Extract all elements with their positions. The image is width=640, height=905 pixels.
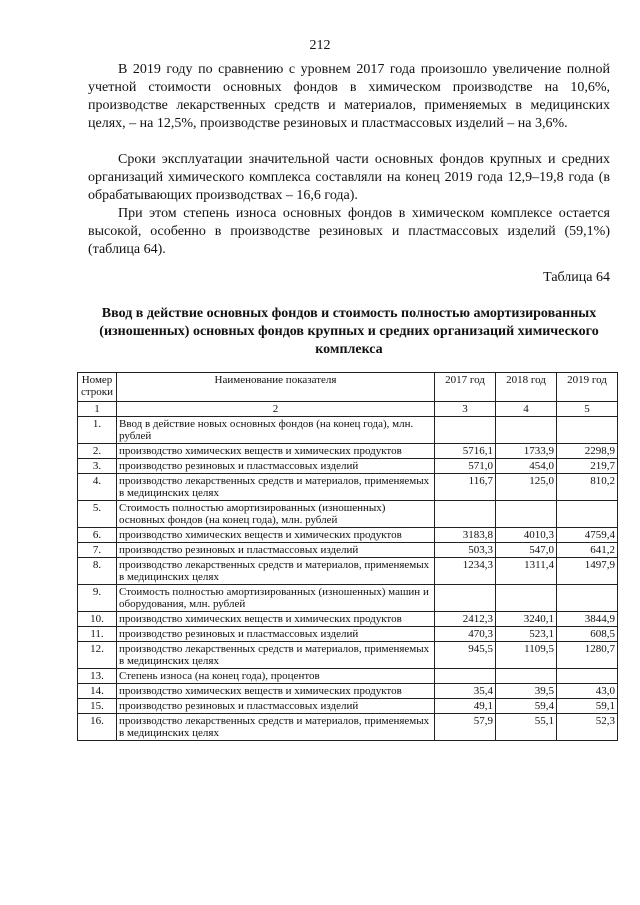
- row-number-cell: 16.: [78, 714, 117, 741]
- indicator-name-cell: производство лекарственных средств и материалов, применяемых в медицинских целях: [117, 714, 435, 741]
- table-row: [78, 714, 618, 741]
- table-caption: Таблица 64: [543, 270, 610, 285]
- table-row: [78, 699, 618, 714]
- table-index-row: [78, 402, 618, 417]
- indicator-name-cell: производство резиновых и пластмассовых изделий: [117, 699, 435, 714]
- value-2017-cell: [435, 669, 496, 684]
- value-2017-cell: 35,4: [435, 684, 496, 699]
- index-cell: 2: [117, 402, 435, 417]
- indicator-name-cell: производство резиновых и пластмассовых изделий: [117, 627, 435, 642]
- paragraph-operating-periods: Сроки эксплуатации значительной части основных фондов крупных и средних организаций химического комплекса составляли на конец 2019 года 12,9–19,8 года (в обрабатывающих производствах – 16,6 года).: [88, 152, 610, 203]
- value-2018-cell: 1109,5: [496, 642, 557, 669]
- table-row: [78, 627, 618, 642]
- table-row: [78, 501, 618, 528]
- value-2019-cell: 59,1: [557, 699, 618, 714]
- table-row: [78, 543, 618, 558]
- row-number-cell: 8.: [78, 558, 117, 585]
- table-title: Ввод в действие основных фондов и стоимость полностью амортизированных (изношенных) основных фондов крупных и средних организаций химического комплекса: [99, 306, 599, 357]
- value-2017-cell: 57,9: [435, 714, 496, 741]
- value-2019-cell: 219,7: [557, 459, 618, 474]
- value-2019-cell: 43,0: [557, 684, 618, 699]
- value-2019-cell: 1280,7: [557, 642, 618, 669]
- value-2017-cell: [435, 501, 496, 528]
- table-row: [78, 612, 618, 627]
- value-2018-cell: [496, 669, 557, 684]
- value-2018-cell: 39,5: [496, 684, 557, 699]
- value-2017-cell: 470,3: [435, 627, 496, 642]
- page-number: 212: [309, 38, 331, 53]
- indicator-name-cell: производство лекарственных средств и материалов, применяемых в медицинских целях: [117, 642, 435, 669]
- indicator-name-cell: Стоимость полностью амортизированных (изношенных) машин и оборудования, млн. рублей: [117, 585, 435, 612]
- value-2018-cell: [496, 417, 557, 444]
- header-year-2018: 2018 год: [496, 373, 557, 402]
- paragraph-depreciation-level: При этом степень износа основных фондов в химическом комплексе остается высокой, особенно в производстве резиновых и пластмассовых изделий (59,1%) (таблица 64).: [88, 206, 610, 257]
- table-row: [78, 459, 618, 474]
- row-number-cell: 12.: [78, 642, 117, 669]
- value-2018-cell: 4010,3: [496, 528, 557, 543]
- value-2017-cell: 1234,3: [435, 558, 496, 585]
- value-2019-cell: 3844,9: [557, 612, 618, 627]
- row-number-cell: 15.: [78, 699, 117, 714]
- value-2017-cell: 571,0: [435, 459, 496, 474]
- table-row: [78, 684, 618, 699]
- table-row: [78, 528, 618, 543]
- value-2018-cell: 547,0: [496, 543, 557, 558]
- value-2017-cell: [435, 417, 496, 444]
- value-2017-cell: 503,3: [435, 543, 496, 558]
- indicator-name-cell: Степень износа (на конец года), процентов: [117, 669, 435, 684]
- value-2017-cell: 2412,3: [435, 612, 496, 627]
- header-year-2019: 2019 год: [557, 373, 618, 402]
- value-2018-cell: 1733,9: [496, 444, 557, 459]
- value-2018-cell: 454,0: [496, 459, 557, 474]
- row-number-cell: 5.: [78, 501, 117, 528]
- row-number-cell: 11.: [78, 627, 117, 642]
- value-2019-cell: 810,2: [557, 474, 618, 501]
- row-number-cell: 7.: [78, 543, 117, 558]
- index-cell: 5: [557, 402, 618, 417]
- value-2019-cell: [557, 417, 618, 444]
- header-indicator-name: Наименование показателя: [117, 373, 435, 402]
- value-2018-cell: 3240,1: [496, 612, 557, 627]
- value-2018-cell: [496, 501, 557, 528]
- table-row: [78, 417, 618, 444]
- indicator-name-cell: Ввод в действие новых основных фондов (на конец года), млн. рублей: [117, 417, 435, 444]
- row-number-cell: 10.: [78, 612, 117, 627]
- index-cell: 4: [496, 402, 557, 417]
- value-2019-cell: 52,3: [557, 714, 618, 741]
- paragraph-fixed-assets-growth: В 2019 году по сравнению с уровнем 2017 года произошло увеличение полной учетной стоимости основных фондов в химическом производстве на 10,6%, производстве лекарственных средств и материалов, применяемых в медицинских целях, – на 12,5%, производстве резиновых и пластмассовых изделий – на 3,6%.: [88, 62, 610, 131]
- value-2017-cell: 49,1: [435, 699, 496, 714]
- value-2019-cell: [557, 669, 618, 684]
- value-2017-cell: 116,7: [435, 474, 496, 501]
- value-2019-cell: [557, 501, 618, 528]
- indicator-name-cell: производство лекарственных средств и материалов, применяемых в медицинских целях: [117, 558, 435, 585]
- index-cell: 1: [78, 402, 117, 417]
- value-2019-cell: 2298,9: [557, 444, 618, 459]
- value-2019-cell: 1497,9: [557, 558, 618, 585]
- row-number-cell: 2.: [78, 444, 117, 459]
- value-2018-cell: 59,4: [496, 699, 557, 714]
- value-2018-cell: 523,1: [496, 627, 557, 642]
- value-2019-cell: 4759,4: [557, 528, 618, 543]
- table-row: [78, 642, 618, 669]
- indicator-name-cell: производство химических веществ и химических продуктов: [117, 444, 435, 459]
- table-header-row: [78, 373, 618, 402]
- value-2017-cell: 5716,1: [435, 444, 496, 459]
- value-2017-cell: [435, 585, 496, 612]
- value-2019-cell: 641,2: [557, 543, 618, 558]
- row-number-cell: 6.: [78, 528, 117, 543]
- value-2017-cell: 3183,8: [435, 528, 496, 543]
- value-2018-cell: 1311,4: [496, 558, 557, 585]
- row-number-cell: 14.: [78, 684, 117, 699]
- row-number-cell: 1.: [78, 417, 117, 444]
- header-row-number: Номер строки: [78, 373, 117, 402]
- value-2019-cell: 608,5: [557, 627, 618, 642]
- value-2019-cell: [557, 585, 618, 612]
- table-row: [78, 669, 618, 684]
- row-number-cell: 9.: [78, 585, 117, 612]
- value-2018-cell: [496, 585, 557, 612]
- table-row: [78, 558, 618, 585]
- header-year-2017: 2017 год: [435, 373, 496, 402]
- indicator-name-cell: производство лекарственных средств и материалов, применяемых в медицинских целях: [117, 474, 435, 501]
- value-2018-cell: 55,1: [496, 714, 557, 741]
- table-row: [78, 585, 618, 612]
- indicator-name-cell: производство химических веществ и химических продуктов: [117, 528, 435, 543]
- indicator-name-cell: производство химических веществ и химических продуктов: [117, 612, 435, 627]
- table-row: [78, 474, 618, 501]
- indicator-name-cell: Стоимость полностью амортизированных (изношенных) основных фондов (на конец года), млн. рублей: [117, 501, 435, 528]
- indicator-name-cell: производство резиновых и пластмассовых изделий: [117, 543, 435, 558]
- index-cell: 3: [435, 402, 496, 417]
- data-table: [77, 372, 618, 741]
- row-number-cell: 13.: [78, 669, 117, 684]
- table-row: [78, 444, 618, 459]
- value-2018-cell: 125,0: [496, 474, 557, 501]
- indicator-name-cell: производство химических веществ и химических продуктов: [117, 684, 435, 699]
- row-number-cell: 3.: [78, 459, 117, 474]
- value-2017-cell: 945,5: [435, 642, 496, 669]
- indicator-name-cell: производство резиновых и пластмассовых изделий: [117, 459, 435, 474]
- row-number-cell: 4.: [78, 474, 117, 501]
